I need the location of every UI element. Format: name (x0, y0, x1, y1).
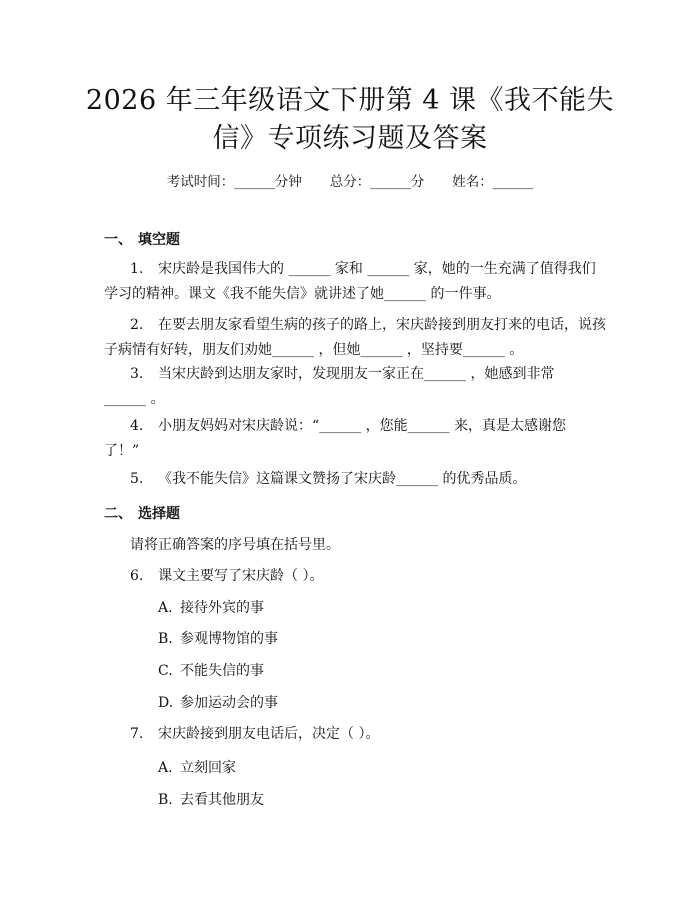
fill-question: 3. 当宋庆龄到达朋友家时，发现朋友一家正在______ ，她感到非常 ______ 。 (104, 366, 555, 407)
choice-option: A. 接待外宾的事 (158, 600, 264, 616)
total-score-field: 总分：______分 (329, 174, 425, 190)
student-name-field: 姓名：______ (452, 174, 534, 190)
choice-option: B. 去看其他朋友 (158, 792, 264, 808)
fill-question: 1. 宋庆龄是我国伟大的 ______ 家和 ______ 家，她的一生充满了值得我们 学习的精神。课文《我不能失信》就讲述了她______ 的一件事。 (104, 261, 596, 302)
section-heading-choice: 二、 选择题 (104, 506, 180, 522)
title-line-1: 2026 年三年级语文下册第 4 课《我不能失 (85, 85, 615, 116)
choice-question: 7. 宋庆龄接到朋友电话后，决定（ ）。 (130, 726, 380, 742)
fill-question: 4. 小朋友妈妈对宋庆龄说：“______ ，您能______ 来，真是太感谢您 了！” (104, 418, 567, 459)
fill-question: 2. 在要去朋友家看望生病的孩子的路上，宋庆龄接到朋友打来的电话，说孩 子病情有好转，朋友们劝她______ ，但她______ ，坚持要______ 。 (104, 317, 606, 358)
section-heading-fill: 一、 填空题 (104, 232, 180, 248)
exam-time-field: 考试时间：______分钟 (166, 174, 302, 190)
title-line-2: 信》专项练习题及答案 (212, 123, 488, 154)
document-title (60, 82, 640, 158)
choice-option: B. 参观博物馆的事 (158, 631, 278, 647)
choice-option: D. 参加运动会的事 (158, 695, 278, 711)
exam-meta (0, 170, 700, 190)
choice-instruction: 请将正确答案的序号填在括号里。 (130, 537, 340, 553)
fill-question: 5. 《我不能失信》这篇课文赞扬了宋庆龄______ 的优秀品质。 (130, 471, 527, 487)
choice-question: 6. 课文主要写了宋庆龄（ ）。 (130, 568, 324, 584)
choice-option: C. 不能失信的事 (158, 663, 264, 679)
choice-option: A. 立刻回家 (158, 760, 236, 776)
